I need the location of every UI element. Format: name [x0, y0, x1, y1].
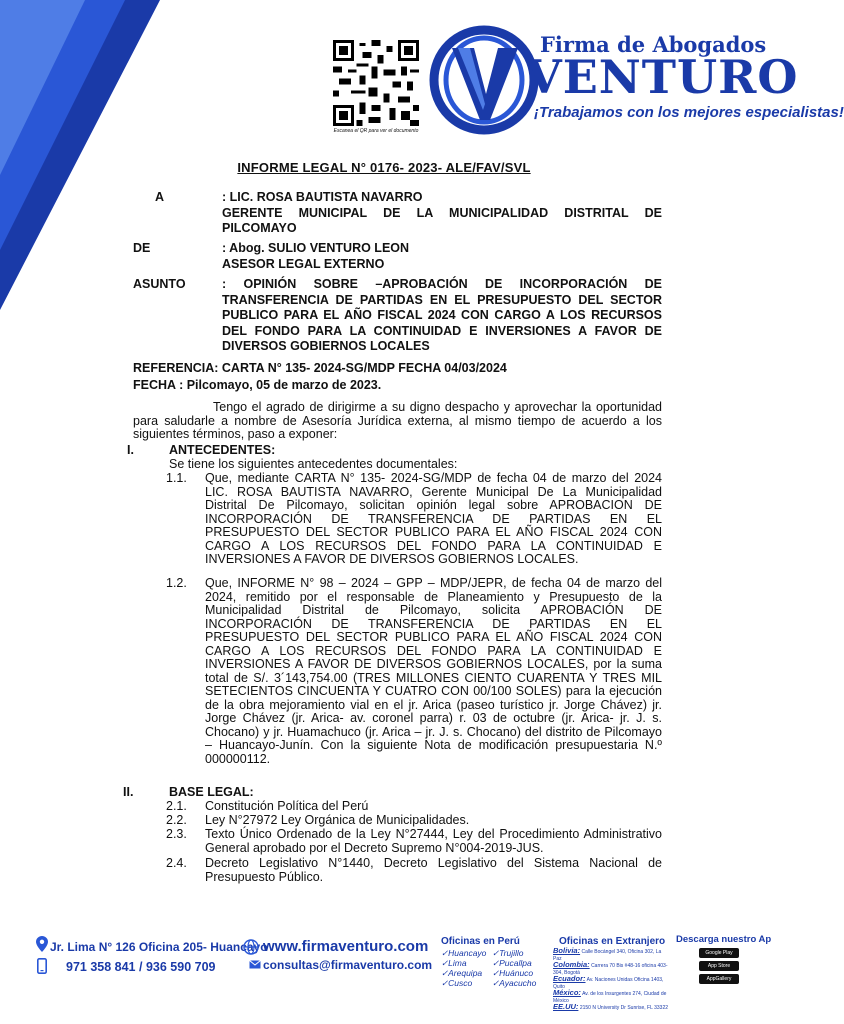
office-city: ✓Trujillo	[492, 948, 524, 958]
office-city: ✓Pucallpa	[492, 958, 532, 968]
section1-number: I.	[127, 443, 134, 457]
footer-website[interactable]: www.firmaventuro.com	[263, 938, 429, 955]
item-1-1-number: 1.1.	[166, 471, 187, 485]
intro-paragraph: Tengo el agrado de dirigirme a su digno despacho y aprovechar la oportunidad para saludarle a nombre de Asesoría Jurídica externa, al mismo tiempo de acuerdo a los siguientes términos, paso a exponer:	[133, 400, 662, 441]
item-2-4-text: Decreto Legislativo N°1440, Decreto Legislativo del Sistema Nacional de Presupuesto Público.	[205, 856, 662, 884]
footer-phones	[66, 960, 215, 974]
office-city: ✓Lima	[441, 958, 467, 968]
office-city: ✓Huancayo	[441, 948, 487, 958]
office-abroad: México: Av. de los Insurgentes 274, Ciudad de México	[553, 988, 667, 1004]
item-2-2-number: 2.2.	[166, 813, 187, 827]
office-city: ✓Cusco	[441, 978, 473, 988]
field-asunto-value: : OPINIÓN SOBRE –APROBACIÓN DE INCORPORACIÓN DE TRANSFERENCIA DE PARTIDAS EN EL PRESUPUESTO DEL SECTOR PUBLICO PARA EL AÑO FISCAL 2024 CON CARGO A LOS RECURSOS DEL FONDO PARA LA CONTINUIDAD E INVERSIONES A FAVOR DE DIVERSOS GOBIERNOS LOCALES	[222, 277, 662, 353]
app-store-badge[interactable]: App Store	[699, 961, 739, 971]
location-pin-icon	[36, 936, 48, 952]
corner-decoration	[0, 0, 160, 310]
field-a-value	[222, 190, 662, 237]
item-2-2-text: Ley N°27972 Ley Orgánica de Municipalidades.	[205, 813, 470, 827]
item-2-3-text: Texto Único Ordenado de la Ley N°27444, Ley del Procedimiento Administrativo General aprobado por el Decreto Supremo N°004-2019-JUS.	[205, 827, 662, 855]
page-footer	[0, 930, 772, 1011]
footer-phone-2: 936 590 709	[145, 960, 216, 974]
office-city: ✓Huánuco	[492, 968, 534, 978]
field-de-line2: ASESOR LEGAL EXTERNO	[222, 256, 385, 271]
section1-lead: Se tiene los siguientes antecedentes documentales:	[169, 457, 458, 471]
item-2-3-number: 2.3.	[166, 827, 187, 841]
office-city: ✓Arequipa	[441, 968, 483, 978]
logo-top-text: Firma de Abogados	[540, 32, 767, 57]
phone-icon	[37, 958, 47, 974]
document-title: INFORME LEGAL N° 0176- 2023- ALE/FAV/SVL	[237, 160, 531, 175]
field-a-line2: GERENTE MUNICIPAL DE LA MUNICIPALIDAD DISTRITAL DE PILCOMAYO	[222, 205, 662, 235]
item-1-1-text: Que, mediante CARTA N° 135- 2024-SG/MDP de fecha 04 de marzo del 2024 LIC. ROSA BAUTISTA NAVARRO, Gerente Municipal De La Municipalidad Distrital De Pilcomayo, solicitan opinión legal sobre APROBACION DE INCORPORACIÓN DE TRANSFERENCIA DE PARTIDAS EN EL PRESUPUESTO DEL SECTOR PUBLICO PARA EL AÑO FISCAL 2024 CON CARGO A LOS RECURSOS DEL FONDO PARA LA CONTINUIDAD E INVERSIONES A FAVOR DE DIVERSOS GOBIERNOS LOCALES.	[205, 471, 662, 566]
office-abroad: Colombia: Carrera 70 Bis #48-16 oficina 403-304, Bogotá	[553, 960, 668, 976]
field-de-value	[222, 241, 662, 272]
globe-icon	[243, 939, 259, 955]
item-2-1-number: 2.1.	[166, 799, 187, 813]
field-a-label: A	[155, 190, 165, 204]
logo-tagline: ¡Trabajamos con los mejores especialistas!	[534, 104, 844, 121]
firm-logo	[430, 26, 844, 134]
section2-number: II.	[123, 785, 134, 799]
section2-title: BASE LEGAL:	[169, 785, 254, 799]
field-asunto-label: ASUNTO	[133, 277, 186, 291]
app-gallery-badge[interactable]: AppGallery	[699, 974, 739, 984]
offices-abroad-list	[553, 948, 669, 1012]
office-abroad: Ecuador: Av. Naciones Unidas Oficina 1403, Quito	[553, 974, 664, 990]
field-de-line1: : Abog. SULIO VENTURO LEON	[222, 241, 410, 255]
footer-phone-1: 971 358 841	[66, 960, 136, 974]
field-a-line1: : LIC. ROSA BAUTISTA NAVARRO	[222, 190, 423, 204]
qr-caption: Escanea el QR para ver el documento	[333, 128, 419, 134]
field-de-label: DE	[133, 241, 151, 255]
item-2-4-number: 2.4.	[166, 856, 187, 870]
field-fecha: FECHA : Pilcomayo, 05 de marzo de 2023.	[133, 378, 382, 392]
download-app-title: Descarga nuestro Ap	[676, 934, 772, 945]
section1-title: ANTECEDENTES:	[169, 443, 276, 457]
logo-name-text: VENTURO	[526, 50, 799, 104]
offices-peru-title: Oficinas en Perú	[441, 936, 520, 947]
item-1-2-text: Que, INFORME N° 98 – 2024 – GPP – MDP/JEPR, de fecha 04 de marzo del 2024, remitido por el responsable de Planeamiento y Presupuesto de la Municipalidad Distrital de Pilcomayo, solicita APROBACIÓN DE INCORPORACIÓN DE TRANSFERENCIA DE PARTIDAS EN EL PRESUPUESTO DEL SECTOR PUBLICO PARA EL AÑO FISCAL 2024 CON CARGO A LOS RECURSOS DEL FONDO PARA LA CONTINUIDAD E INVERSIONES A FAVOR DE DIVERSOS GOBIERNOS LOCALES, por la suma total de S/. 3´143,754.00 (TRES MILLONES CIENTO CUARENTA Y TRES MIL SETECIENTOS CINCUENTA Y CUATRO CON 00/100 SOLES) para la ejecución de la obra mejoramiento vial en el jr. Arica (paseo turístico jr. Jorge Chávez) jr. Jorge Chávez (jr. Arica- av. coronel parra) r. 03 de octubre (jr. Arica- jr. J. s. Chocano) y jr. Huamachuco (jr. Arica – jr. J. s. Chocano) del distrito de Pilcomayo – Huancayo-Junín. Con la siguiente Nota de modificación presupuestaria N.º 000000112.	[205, 576, 662, 766]
offices-abroad-title: Oficinas en Extranjero	[559, 936, 666, 947]
item-1-2-number: 1.2.	[166, 576, 187, 590]
mail-icon	[249, 960, 261, 969]
item-2-1-text: Constitución Política del Perú	[205, 799, 369, 813]
footer-phone-separator: /	[139, 960, 143, 974]
field-referencia: REFERENCIA: CARTA N° 135- 2024-SG/MDP FECHA 04/03/2024	[133, 361, 507, 375]
qr-code	[333, 40, 419, 126]
footer-email[interactable]: consultas@firmaventuro.com	[263, 958, 433, 972]
office-abroad: Bolivia: Calle Bocángel 340, Oficina 302, La Paz	[553, 946, 662, 962]
office-city: ✓Ayacucho	[492, 978, 537, 988]
footer-address: Jr. Lima N° 126 Oficina 205- Huancayo	[50, 940, 268, 954]
logo-v-emblem	[430, 26, 540, 134]
office-abroad: EE.UU: 2150 N University Dr Sunrise, FL 33322	[553, 1002, 669, 1011]
google-play-badge[interactable]: Google Play	[699, 948, 739, 958]
